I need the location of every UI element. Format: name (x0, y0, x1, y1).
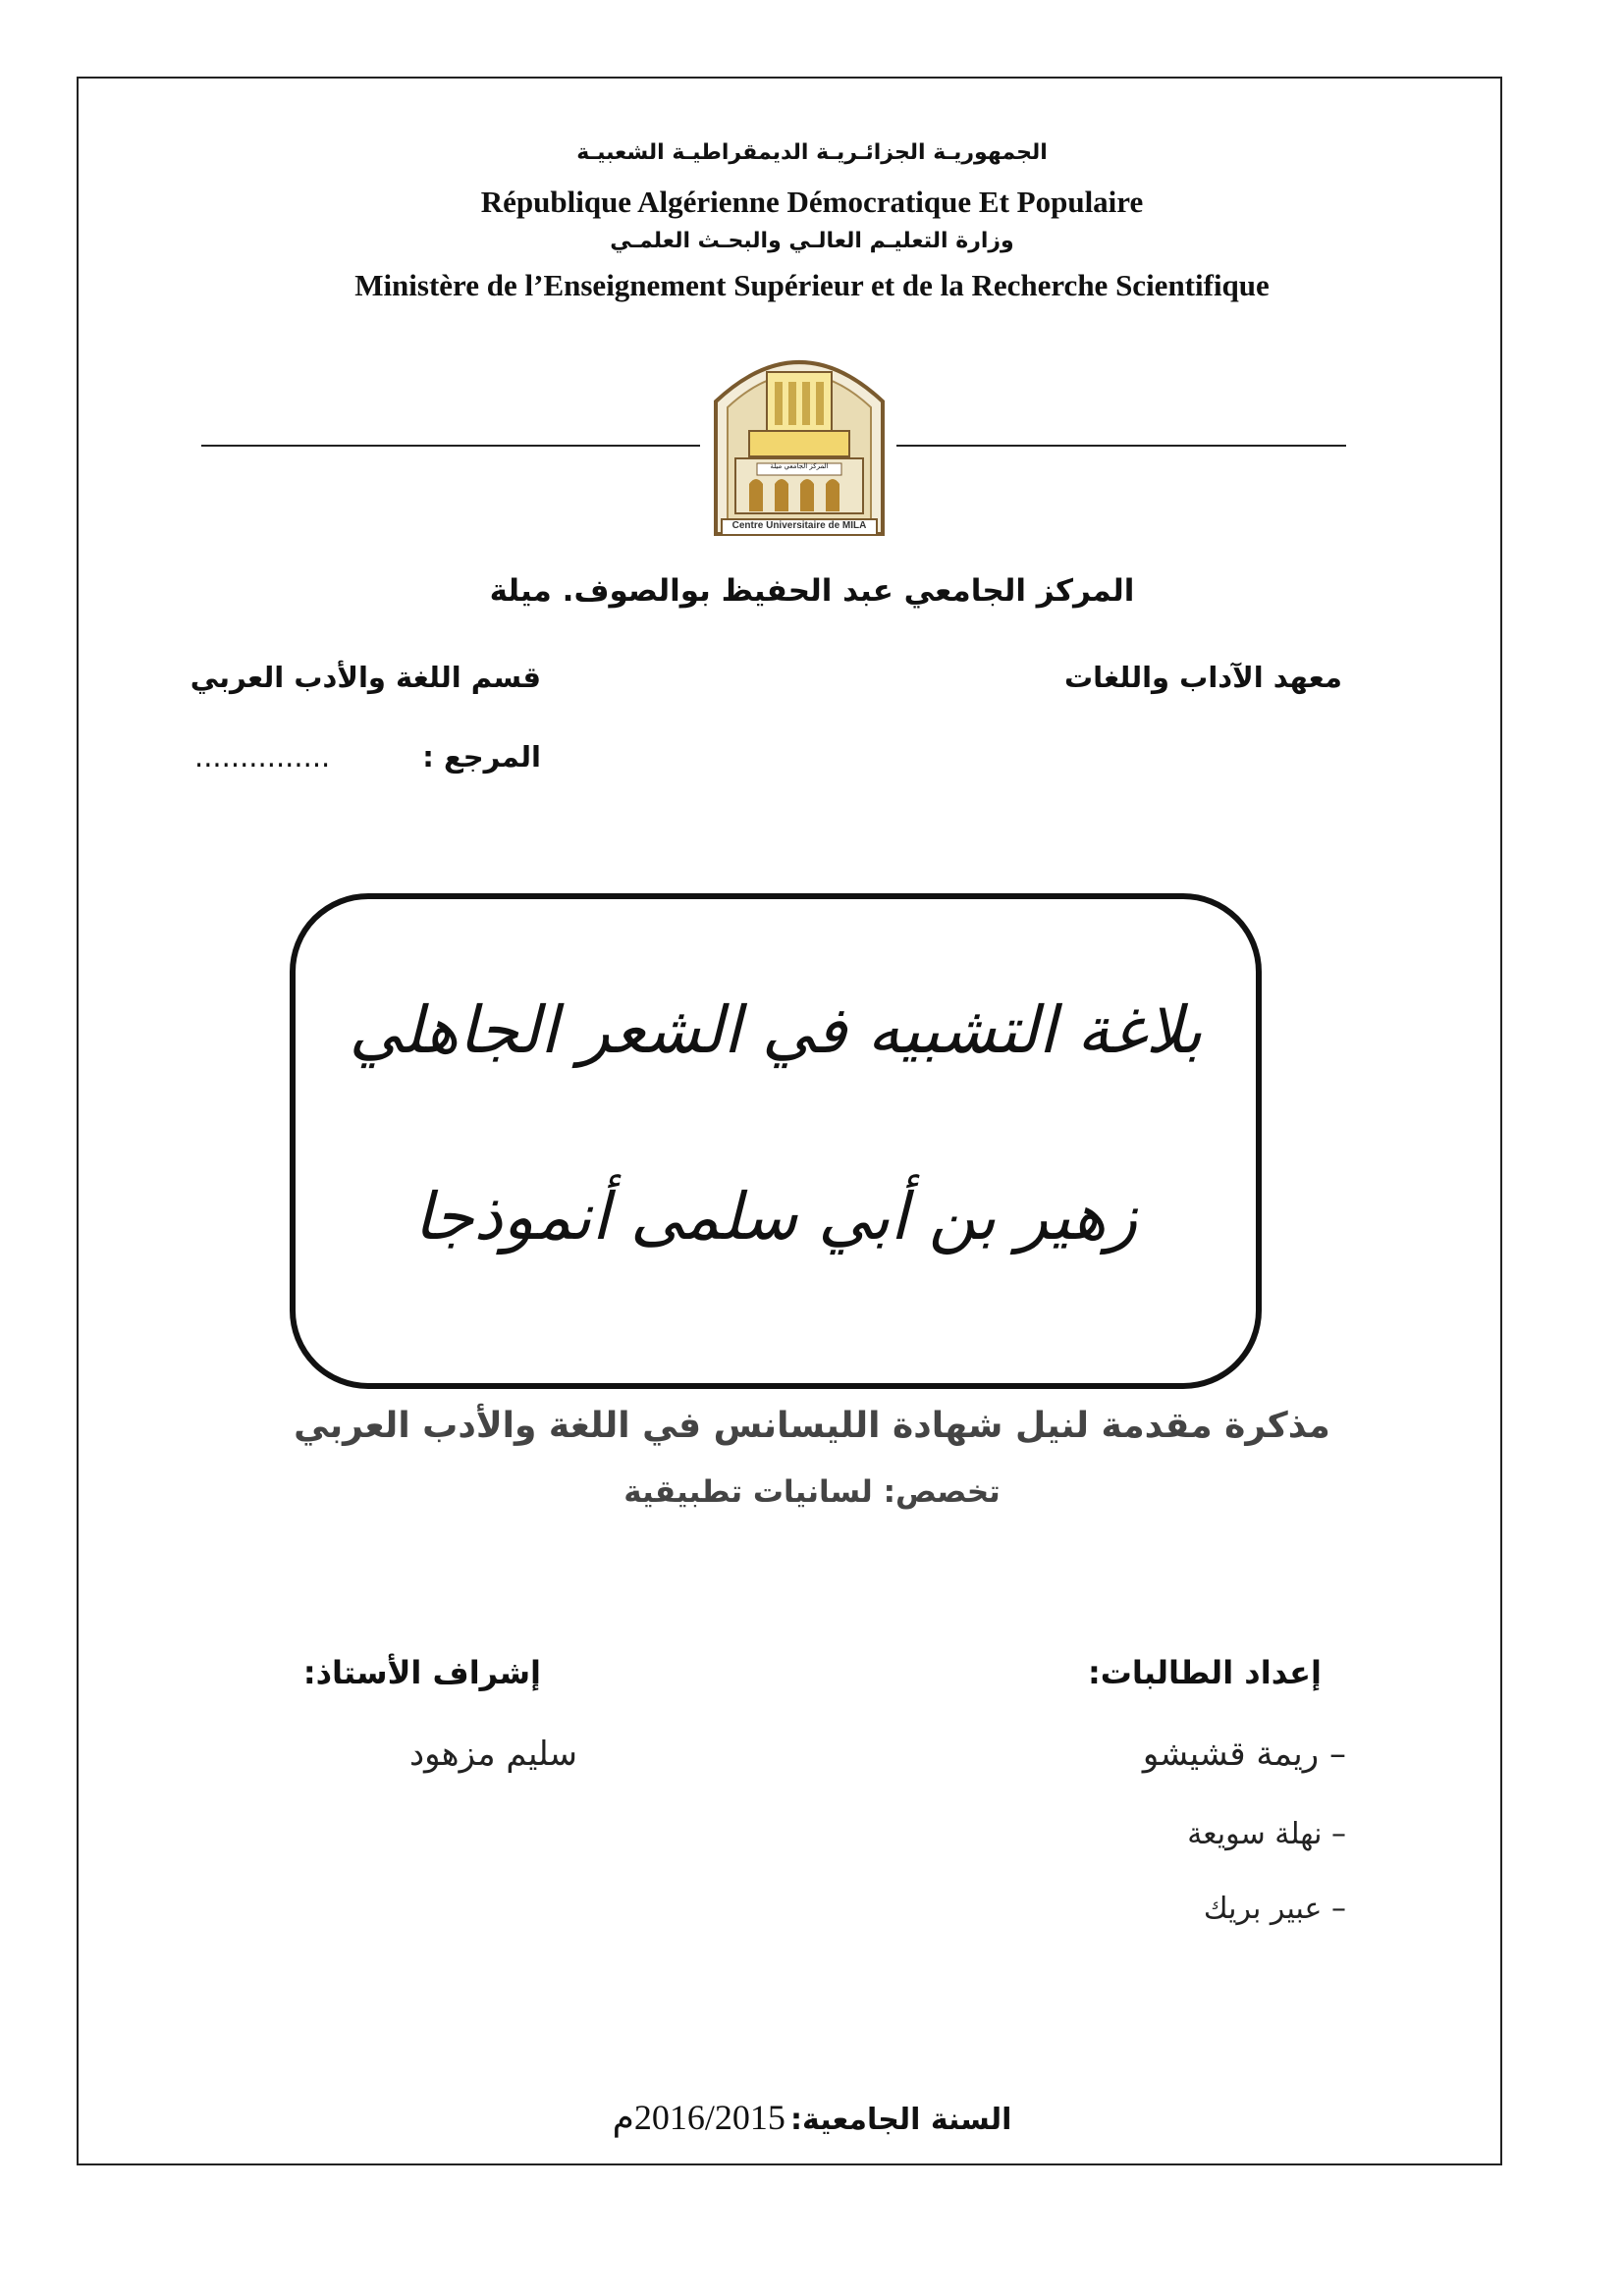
specialty: تخصص: لسانيات تطبيقية (623, 1474, 1001, 1510)
institute-name: معهد الآداب واللغات (1063, 661, 1342, 694)
student-name-3: – عبير بريك (1203, 1892, 1346, 1926)
thesis-title-line1: بلاغة التشبيه في الشعر الجاهلي (349, 992, 1203, 1068)
academic-year-value: 2016/2015م (612, 2098, 785, 2137)
department-name: قسم اللغة والأدب العربي (189, 661, 541, 694)
logo-inner-text: المركز الجامعي ميلة (770, 462, 829, 470)
ministry-french: Ministère de l’Enseignement Supérieur et de la Recherche Scientifique (354, 268, 1270, 302)
logo-caption: Centre Universitaire de MILA (731, 520, 867, 531)
header-rule-right (896, 445, 1346, 447)
thesis-title-line2: زهير بن أبي سلمى أنموذجا (413, 1179, 1138, 1255)
supervisor-name: سليم مزهود (408, 1735, 577, 1774)
ministry-arabic: وزارة التعليـم العالـي والبحـث العلمـي (610, 229, 1014, 253)
reference-value: ............... (194, 740, 331, 774)
title-box (290, 893, 1262, 1389)
university-building-logo-icon (706, 333, 893, 539)
student-name-1: – ريمة قشيشو (1142, 1735, 1346, 1774)
degree-statement: مذكرة مقدمة لنيل شهادة الليسانس في اللغة والأدب العربي (294, 1406, 1330, 1446)
supervisor-label: إشراف الأستاذ: (302, 1654, 541, 1691)
reference-label: المرجع : (422, 740, 541, 774)
republic-french: République Algérienne Démocratique Et Populaire (480, 185, 1144, 219)
republic-arabic: الجمهوريـة الجزائـريـة الديمقراطيـة الشعبيـة (576, 140, 1048, 165)
academic-year (0, 2097, 1624, 2138)
student-name-2: – نهلة سويعة (1187, 1817, 1346, 1851)
header-rule-left (201, 445, 700, 447)
students-label: إعداد الطالبات: (1087, 1654, 1322, 1691)
university-center-name: المركز الجامعي عبد الحفيظ بوالصوف. ميلة (489, 573, 1135, 609)
academic-year-label: السنة الجامعية: (790, 2103, 1012, 2137)
